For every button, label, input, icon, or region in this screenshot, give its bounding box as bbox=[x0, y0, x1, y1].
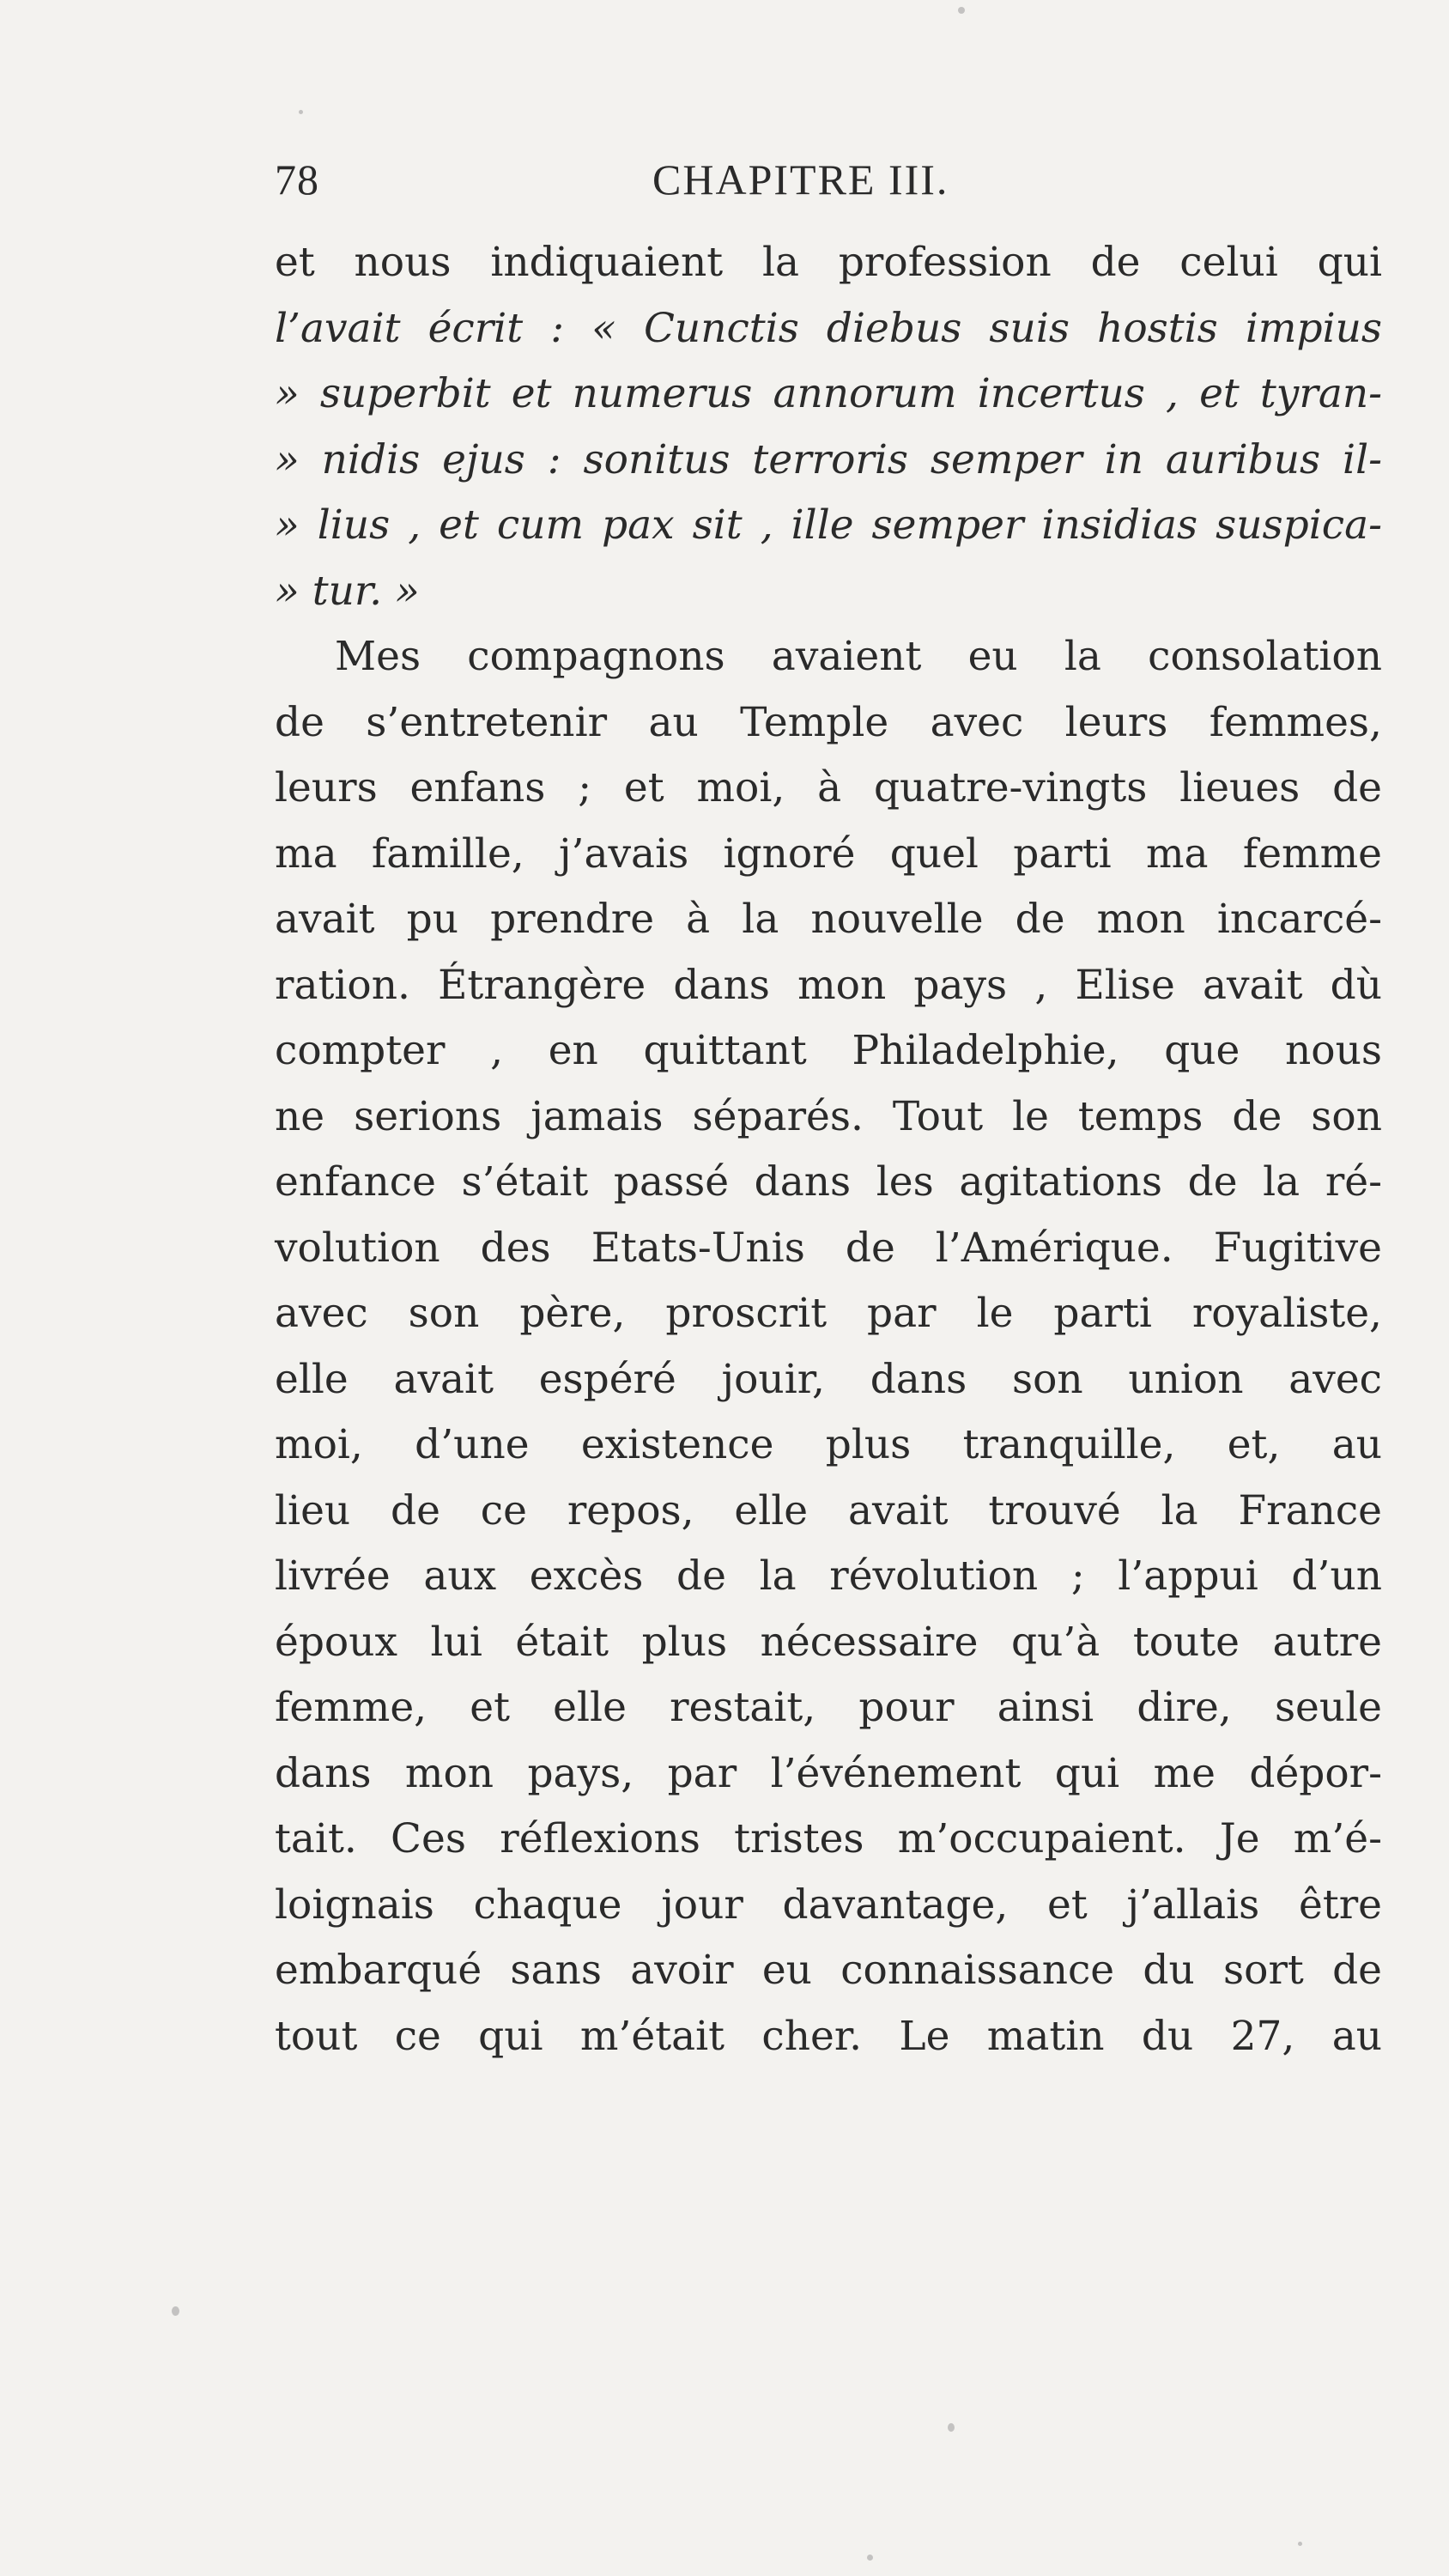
latin-quote-line: » superbit et numerus annorum incertus , et tyran- bbox=[275, 370, 1382, 417]
text-line: volution des Etats-Unis de l’Amérique. Fugitive bbox=[275, 1224, 1382, 1272]
running-head: CHAPITRE III. bbox=[652, 155, 949, 204]
paper-speck bbox=[299, 110, 303, 114]
text-line: et nous indiquaient la profession de celui qui bbox=[275, 239, 1382, 286]
latin-quote-line: » tur. » bbox=[275, 567, 420, 615]
text-line: moi, d’une existence plus tranquille, et, au bbox=[275, 1421, 1382, 1468]
text-line: tait. Ces réflexions tristes m’occupaient. Je m’é- bbox=[275, 1815, 1382, 1862]
text-line: elle avait espéré jouir, dans son union avec bbox=[275, 1355, 1382, 1403]
text-line: leurs enfans ; et moi, à quatre-vingts lieues de bbox=[275, 764, 1382, 811]
text-line: ma famille, j’avais ignoré quel parti ma femme bbox=[275, 829, 1382, 878]
text-line: ration. Étrangère dans mon pays , Elise avait dù bbox=[275, 961, 1382, 1009]
paper-speck bbox=[867, 2555, 873, 2561]
text-line: enfance s’était passé dans les agitations de la ré- bbox=[275, 1158, 1382, 1206]
paper-speck bbox=[172, 2306, 179, 2316]
text-line: de s’entretenir au Temple avec leurs femmes, bbox=[275, 698, 1382, 746]
latin-quote-line: » nidis ejus : sonitus terroris semper in auribus il- bbox=[275, 435, 1382, 483]
text-line: tout ce qui m’était cher. Le matin du 27, au bbox=[275, 2012, 1382, 2060]
text-line: femme, et elle restait, pour ainsi dire, seule bbox=[275, 1684, 1382, 1731]
page-header bbox=[275, 155, 1382, 223]
latin-quote-line: l’avait écrit : « Cunctis diebus suis hostis impius bbox=[275, 304, 1382, 352]
paper-speck bbox=[958, 7, 965, 14]
paper-speck bbox=[1298, 2542, 1302, 2546]
text-line: lieu de ce repos, elle avait trouvé la France bbox=[275, 1486, 1382, 1534]
text-line: loignais chaque jour davantage, et j’allais être bbox=[275, 1880, 1382, 1929]
text-line: embarqué sans avoir eu connaissance du sort de bbox=[275, 1947, 1382, 1994]
latin-quote-line: » lius , et cum pax sit , ille semper insidias suspica- bbox=[275, 501, 1382, 549]
body-text bbox=[275, 230, 1382, 2069]
text-line: avec son père, proscrit par le parti royaliste, bbox=[275, 1290, 1382, 1337]
text-line: époux lui était plus nécessaire qu’à toute autre bbox=[275, 1618, 1382, 1666]
page-number: 78 bbox=[275, 155, 319, 204]
text-line: livrée aux excès de la révolution ; l’appui d’un bbox=[275, 1552, 1382, 1600]
text-line: avait pu prendre à la nouvelle de mon incarcé- bbox=[275, 896, 1382, 943]
paper-speck bbox=[948, 2423, 955, 2432]
text-line: ne serions jamais séparés. Tout le temps de son bbox=[275, 1092, 1382, 1140]
text-line: dans mon pays, par l’événement qui me dépor- bbox=[275, 1749, 1382, 1797]
paragraph-first-line: Mes compagnons avaient eu la consolation bbox=[335, 633, 1382, 680]
text-line: compter , en quittant Philadelphie, que nous bbox=[275, 1027, 1382, 1074]
